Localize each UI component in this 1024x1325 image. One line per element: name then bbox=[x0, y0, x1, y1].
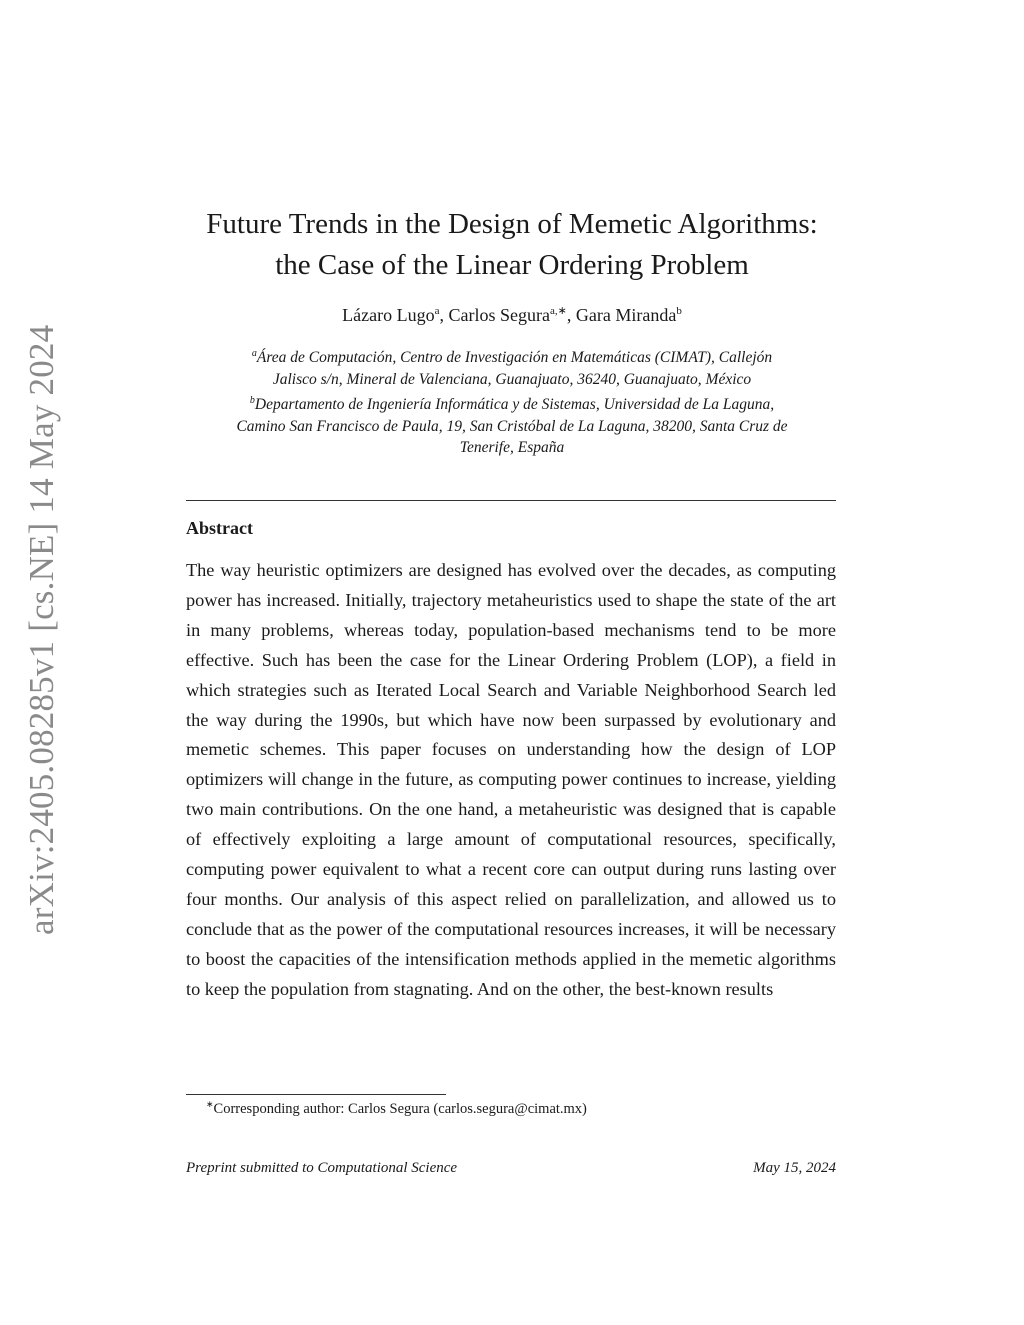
affiliation-b-line-3: Tenerife, España bbox=[459, 439, 565, 457]
preprint-note: Preprint submitted to Computational Science bbox=[186, 1160, 458, 1176]
affiliation-a-text: Área de Computación, Centro de Investigación en Matemáticas (CIMAT), Callejón bbox=[256, 349, 773, 367]
author-affil-mark: a,∗ bbox=[550, 305, 567, 317]
footnote-rule bbox=[186, 1094, 446, 1095]
paper-title bbox=[150, 204, 874, 286]
affiliation-a-line-2: Jalisco s/n, Mineral de Valenciana, Guanajuato, 36240, Guanajuato, México bbox=[272, 370, 752, 388]
title-line-2: the Case of the Linear Ordering Problem bbox=[275, 249, 749, 281]
author-name: Carlos Segura bbox=[448, 305, 550, 325]
arxiv-identifier-stamp: arXiv:2405.08285v1 [cs.NE] 14 May 2024 bbox=[22, 324, 61, 935]
corresponding-author-footnote bbox=[206, 1099, 587, 1118]
footnote-mark: ∗ bbox=[206, 1099, 214, 1109]
abstract-heading: Abstract bbox=[186, 518, 253, 538]
affiliation-a-line-1 bbox=[180, 343, 844, 369]
title-line-1: Future Trends in the Design of Memetic Algorithms: bbox=[206, 208, 818, 240]
abstract-text: The way heuristic optimizers are designed has evolved over the decades, as computing power has increased. Initially, trajectory metaheuristics used to shape the state of the art in many problems, whereas today, population-based mechanisms tend to be more effective. Such has been the case for the Linear Ordering Problem (LOP), a field in which strategies such as Iterated Local Search and Variable Neighborhood Search led the way during the 1990s, but which have now been surpassed by evolutionary and memetic schemes. This paper focuses on understanding how the design of LOP optimizers will change in the future, as computing power continues to increase, yielding two main contributions. On the one hand, a metaheuristic was designed that is capable of effectively exploiting a large amount of computational resources, specifically, computing power equivalent to what a recent core can output during runs lasting over four months. Our analysis of this aspect relied on parallelization, and allowed us to conclude that as the power of the computational resources increases, it will be necessary to boost the capacities of the intensification methods applied in the memetic algorithms to keep the population from stagnating. And on the other, the best-known results bbox=[186, 560, 836, 999]
author-name: Gara Miranda bbox=[575, 305, 677, 325]
author-affil-mark: a bbox=[434, 305, 440, 317]
affiliation-b-line-2: Camino San Francisco de Paula, 19, San Cristóbal de La Laguna, 38200, Santa Cruz de bbox=[236, 417, 788, 435]
footnote-text: Corresponding author: Carlos Segura (carlos.segura@cimat.mx) bbox=[213, 1100, 587, 1117]
affiliation-b-mark: b bbox=[249, 395, 255, 407]
affiliation-b-text: Departamento de Ingeniería Informática y de Sistemas, Universidad de La Laguna, bbox=[254, 396, 775, 414]
author-affil-mark: b bbox=[676, 305, 682, 317]
preprint-date: May 15, 2024 bbox=[753, 1160, 836, 1176]
author-list: Lázaro Lugo$^a$, Carlos Segura$^{a,∗}$, Gara Miranda$^b$ bbox=[342, 305, 682, 325]
author-name: Lázaro Lugo bbox=[342, 305, 435, 325]
affiliation-b-line-1 bbox=[180, 390, 844, 416]
affiliation-a-mark: a bbox=[251, 348, 257, 359]
abstract-top-rule bbox=[186, 500, 836, 501]
affiliations bbox=[180, 343, 844, 459]
